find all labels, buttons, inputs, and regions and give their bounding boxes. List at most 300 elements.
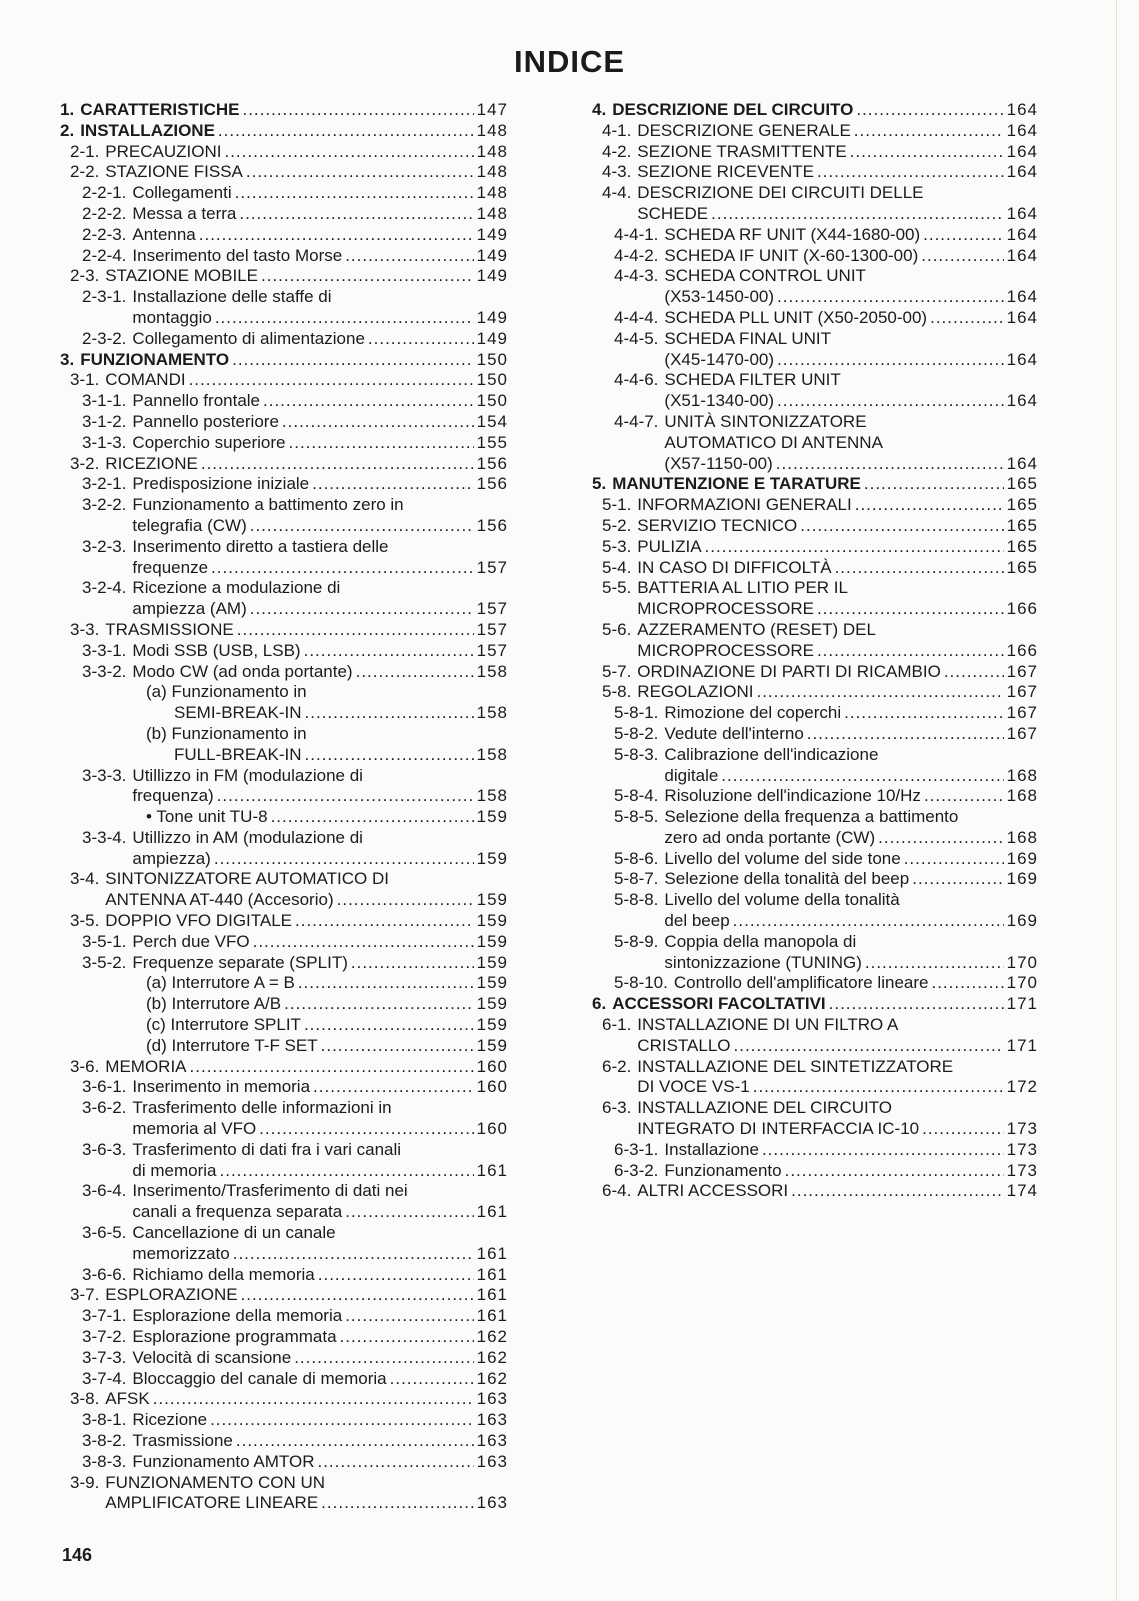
toc-leader-dots (807, 724, 1004, 745)
toc-entry-number: 3-2-2. (82, 495, 127, 515)
toc-entry (592, 745, 1038, 766)
toc-leader-dots (921, 246, 1003, 267)
toc-entry (60, 1285, 508, 1306)
toc-entry-page: 167 (1006, 682, 1038, 702)
toc-entry (60, 1389, 508, 1410)
toc-chapter (60, 100, 508, 121)
toc-entry-number: 2-2-1. (82, 183, 127, 203)
toc-entry-number: 6-3-1. (614, 1139, 659, 1159)
toc-entry-number: 5-5. (602, 578, 632, 598)
toc-entry (592, 1161, 1038, 1182)
page-title: INDICE (513, 44, 626, 79)
toc-entry (60, 641, 508, 662)
toc-entry-label: CRISTALLO (637, 1035, 731, 1055)
toc-entry-number: 3-6-1. (82, 1077, 127, 1097)
toc-entry-label: INSTALLAZIONE DEL CIRCUITO (637, 1098, 893, 1118)
toc-entry-page: 161 (476, 1160, 508, 1180)
toc-entry-page: 148 (476, 183, 508, 203)
toc-entry-page: 164 (1006, 120, 1038, 140)
toc-entry-number: 4-2. (602, 141, 632, 161)
toc-entry-page: 174 (1006, 1181, 1038, 1201)
toc-entry-page: 160 (476, 1119, 508, 1139)
toc-entry-label: FUNZIONAMENTO CON UN (105, 1472, 326, 1492)
toc-entry-number: 3-6-6. (82, 1264, 127, 1284)
toc-entry (60, 786, 508, 807)
toc-entry-page: 156 (476, 515, 508, 535)
toc-entry-label: AFSK (105, 1389, 150, 1409)
toc-entry-label: Installazione delle staffe di (132, 287, 332, 307)
toc-leader-dots (190, 1057, 474, 1078)
toc-entry (592, 1181, 1038, 1202)
toc-entry-page: 149 (476, 307, 508, 327)
toc-leader-dots (904, 849, 1004, 870)
toc-entry-number: 5-3. (602, 536, 632, 556)
toc-entry (60, 225, 508, 246)
toc-entry (592, 370, 1038, 391)
toc-entry-label: Predisposizione iniziale (132, 474, 310, 494)
toc-entry-page: 167 (1006, 723, 1038, 743)
toc-leader-dots (878, 828, 1003, 849)
toc-entry-page: 147 (476, 100, 508, 119)
toc-entry (592, 973, 1038, 994)
toc-entry-label: MANUTENZIONE E TARATURE (612, 474, 861, 494)
toc-leader-dots (242, 100, 473, 121)
toc-entry-label: INSTALLAZIONE (80, 120, 215, 140)
toc-leader-dots (756, 682, 1003, 703)
toc-entry-page: 158 (476, 786, 508, 806)
toc-entry-label: Richiamo della memoria (132, 1264, 315, 1284)
toc-entry-page: 159 (476, 931, 508, 951)
toc-entry (60, 1327, 508, 1348)
toc-entry-label: AMPLIFICATORE LINEARE (105, 1493, 319, 1513)
toc-entry-label: Selezione della frequenza a battimento (664, 807, 959, 827)
toc-entry-number: 3-3-4. (82, 827, 127, 847)
toc-entry-number: 3-8-2. (82, 1431, 127, 1450)
toc-entry-page: 159 (476, 890, 508, 910)
toc-entry-label: STAZIONE FISSA (105, 162, 243, 182)
toc-leader-dots (865, 953, 1004, 974)
toc-entry-label: BATTERIA AL LITIO PER IL (637, 578, 848, 598)
toc-entry-page: 150 (476, 349, 508, 369)
toc-entry (592, 1057, 1038, 1078)
toc-entry-page: 172 (1006, 1077, 1038, 1097)
toc-entry-label: Funzionamento AMTOR (132, 1451, 315, 1471)
toc-entry-number: 2-2-4. (82, 245, 127, 265)
toc-leader-dots (233, 1244, 474, 1265)
toc-entry-number: 3-8. (70, 1389, 100, 1409)
toc-entry-number: 3-7-1. (82, 1306, 127, 1326)
toc-leader-dots (817, 641, 1004, 662)
toc-entry-number: 4-4. (602, 183, 632, 203)
toc-leader-dots (153, 1389, 474, 1410)
toc-entry (592, 412, 1038, 433)
toc-entry-page: 165 (1006, 515, 1038, 535)
toc-entry (60, 329, 508, 350)
toc-entry-number: 5-8-5. (614, 807, 659, 827)
toc-entry-number: 3-3-1. (82, 640, 127, 660)
toc-entry-number: 4. (592, 100, 607, 119)
toc-entry-page: 165 (1006, 495, 1038, 515)
toc-leader-dots (345, 1202, 473, 1223)
toc-leader-dots (356, 662, 474, 683)
toc-leader-dots (237, 620, 474, 641)
toc-entry-number: 2-1. (70, 141, 100, 161)
toc-entry (592, 1077, 1038, 1098)
toc-leader-dots (931, 973, 1003, 994)
toc-entry-label: SCHEDA RF UNIT (X44-1680-00) (664, 224, 921, 244)
toc-entry-number: 3-2-4. (82, 578, 127, 598)
toc-entry-label: (a) Funzionamento in (146, 682, 307, 702)
toc-leader-dots (321, 1493, 473, 1514)
toc-entry-number: 3-9. (70, 1472, 100, 1492)
toc-entry-page: 157 (476, 557, 508, 577)
toc-entry-page: 165 (1006, 536, 1038, 556)
toc-entry-label: SERVIZIO TECNICO (637, 515, 798, 535)
toc-entry-page: 157 (476, 599, 508, 619)
toc-entry-label: Trasferimento delle informazioni in (132, 1098, 392, 1118)
toc-leader-dots (263, 391, 474, 412)
toc-entry-page: 161 (476, 1264, 508, 1284)
toc-entry (592, 266, 1038, 287)
toc-leader-dots (295, 911, 474, 932)
toc-leader-dots (271, 807, 474, 828)
toc-entry-number: 4-4-3. (614, 266, 659, 286)
toc-entry (592, 1140, 1038, 1161)
toc-entry (60, 682, 508, 703)
toc-entry-number: 6-1. (602, 1015, 632, 1035)
toc-entry (592, 1119, 1038, 1140)
toc-entry (60, 1161, 508, 1182)
toc-leader-dots (239, 204, 473, 225)
toc-entry-label: MEMORIA (105, 1056, 187, 1076)
toc-entry-page: 157 (476, 640, 508, 660)
toc-entry-page: 159 (476, 807, 508, 827)
toc-entry (60, 308, 508, 329)
toc-entry-label: Risoluzione dell'indicazione 10/Hz (664, 786, 921, 806)
toc-entry (60, 1077, 508, 1098)
toc-entry (60, 1265, 508, 1286)
toc-entry-page: 170 (1006, 973, 1038, 993)
toc-entry (592, 682, 1038, 703)
toc-entry-page: 161 (476, 1202, 508, 1222)
toc-leader-dots (259, 1119, 473, 1140)
toc-entry (592, 890, 1038, 911)
toc-entry (60, 246, 508, 267)
toc-entry-label: Inserimento/Trasferimento di dati nei (132, 1181, 408, 1201)
toc-leader-dots (734, 1036, 1004, 1057)
toc-entry-page: 160 (476, 1056, 508, 1076)
toc-entry (60, 558, 508, 579)
toc-entry-number: 2-2-3. (82, 224, 127, 244)
toc-leader-dots (294, 1348, 473, 1369)
toc-entry (60, 890, 508, 911)
toc-entry-page: 173 (1006, 1119, 1038, 1139)
toc-leader-dots (850, 142, 1004, 163)
toc-leader-dots (855, 495, 1004, 516)
toc-entry-page: 148 (476, 141, 508, 161)
toc-entry (60, 412, 508, 433)
toc-entry (592, 932, 1038, 953)
toc-entry-page: 164 (1006, 203, 1038, 223)
toc-entry (60, 994, 508, 1015)
toc-entry-number: 5. (592, 474, 607, 494)
toc-entry-label: frequenza) (132, 786, 214, 806)
toc-entry (592, 620, 1038, 641)
toc-entry (592, 225, 1038, 246)
toc-entry-page: 171 (1006, 994, 1038, 1014)
toc-entry-page: 168 (1006, 827, 1038, 847)
toc-entry-page: 169 (1006, 869, 1038, 889)
toc-entry (60, 142, 508, 163)
toc-entry-label: Controllo dell'amplificatore lineare (673, 973, 929, 993)
toc-entry-label: (a) Interrutore A = B (146, 973, 295, 993)
toc-leader-dots (944, 662, 1004, 683)
toc-entry-page: 149 (476, 266, 508, 286)
toc-leader-dots (733, 911, 1004, 932)
toc-entry-number: 6-4. (602, 1181, 632, 1201)
toc-entry-label: SCHEDA IF UNIT (X-60-1300-00) (664, 245, 919, 265)
toc-entry-label: INTEGRATO DI INTERFACCIA IC-10 (637, 1119, 920, 1139)
toc-entry-number: 5-8-9. (614, 931, 659, 951)
toc-entry (592, 142, 1038, 163)
toc-entry (60, 1119, 508, 1140)
toc-leader-dots (912, 869, 1003, 890)
toc-leader-dots (777, 350, 1004, 371)
toc-entry-number: 4-4-7. (614, 411, 659, 431)
toc-entry (592, 516, 1038, 537)
toc-entry (60, 1493, 508, 1514)
toc-entry-page: 163 (476, 1493, 508, 1513)
toc-entry (60, 183, 508, 204)
toc-entry-label: canali a frequenza separata (132, 1202, 343, 1222)
toc-entry-label: Collegamento di alimentazione (132, 328, 365, 348)
toc-entry-label: Bloccaggio del canale di memoria (132, 1368, 387, 1388)
toc-entry-page: 164 (1006, 162, 1038, 182)
toc-leader-dots (304, 641, 474, 662)
toc-entry-page: 163 (476, 1389, 508, 1409)
toc-entry-label: PULIZIA (637, 536, 702, 556)
toc-entry-page: 149 (476, 224, 508, 244)
scan-edge (1116, 0, 1117, 1601)
toc-entry-page: 162 (476, 1347, 508, 1367)
toc-entry (60, 433, 508, 454)
toc-entry-label: (d) Interrutore T-F SET (146, 1035, 318, 1055)
toc-entry-number: 3-2. (70, 453, 100, 473)
toc-entry (592, 558, 1038, 579)
toc-entry-page: 170 (1006, 952, 1038, 972)
toc-entry-page: 159 (476, 952, 508, 972)
toc-entry-page: 158 (476, 661, 508, 681)
toc-leader-dots (232, 350, 474, 371)
toc-leader-dots (930, 308, 1004, 329)
toc-leader-dots (189, 370, 474, 391)
toc-entry-label: SEMI-BREAK-IN (174, 703, 302, 723)
toc-entry-label: zero ad onda portante (CW) (664, 827, 876, 847)
toc-entry-number: 2-3-2. (82, 328, 127, 348)
toc-entry (592, 454, 1038, 475)
toc-entry (60, 807, 508, 828)
toc-entry (60, 1015, 508, 1036)
toc-entry (60, 1057, 508, 1078)
toc-entry-number: 5-8. (602, 682, 632, 702)
toc-entry-number: 1. (60, 100, 75, 119)
toc-entry-page: 163 (476, 1410, 508, 1430)
toc-entry-label: INSTALLAZIONE DI UN FILTRO A (637, 1015, 899, 1035)
toc-leader-dots (762, 1140, 1004, 1161)
toc-entry-label: telegrafia (CW) (132, 515, 247, 535)
toc-leader-dots (282, 412, 474, 433)
toc-entry-number: 6-3. (602, 1098, 632, 1118)
toc-entry-page: 164 (1006, 100, 1038, 119)
toc-entry (592, 391, 1038, 412)
toc-entry-label: (b) Funzionamento in (146, 723, 307, 743)
toc-entry (60, 1306, 508, 1327)
toc-entry-label: Selezione della tonalità del beep (664, 869, 910, 889)
toc-entry-number: 3-7-4. (82, 1368, 127, 1388)
toc-entry (592, 641, 1038, 662)
toc-entry-page: 171 (1006, 1035, 1038, 1055)
toc-entry-label: AUTOMATICO DI ANTENNA (664, 432, 883, 452)
toc-entry (60, 162, 508, 183)
toc-entry-label: (X57-1150-00) (664, 453, 773, 473)
toc-entry-page: 164 (1006, 453, 1038, 473)
toc-entry-label: Rimozione del coperchi (664, 703, 842, 723)
toc-entry-label: Coperchio superiore (132, 432, 286, 452)
toc-entry-page: 164 (1006, 349, 1038, 369)
toc-entry-number: 2-2. (70, 162, 100, 182)
toc-entry-number: 3-4. (70, 869, 100, 889)
toc-entry-label: Trasferimento di dati fra i vari canali (132, 1139, 402, 1159)
toc-leader-dots (345, 246, 473, 267)
toc-entry-label: Cancellazione di un canale (132, 1223, 336, 1243)
toc-leader-dots (305, 745, 474, 766)
toc-entry (60, 370, 508, 391)
toc-entry-page: 173 (1006, 1139, 1038, 1159)
toc-entry-label: di memoria (132, 1160, 217, 1180)
toc-left-column (60, 100, 508, 1514)
toc-entry-label: Installazione (664, 1139, 759, 1159)
toc-entry-label: digitale (664, 765, 719, 785)
toc-leader-dots (305, 703, 474, 724)
toc-entry (60, 1244, 508, 1265)
toc-entry-label: SCHEDA CONTROL UNIT (664, 266, 866, 286)
toc-entry-number: 5-8-10. (614, 973, 668, 993)
toc-entry-label: REGOLAZIONI (637, 682, 754, 702)
toc-entry (592, 1015, 1038, 1036)
toc-entry (60, 391, 508, 412)
toc-entry-page: 157 (476, 619, 508, 639)
toc-leader-dots (201, 454, 474, 475)
toc-entry (592, 786, 1038, 807)
toc-entry-label: Utillizzo in FM (modulazione di (132, 765, 363, 785)
toc-entry-page: 154 (476, 411, 508, 431)
toc-leader-dots (298, 973, 474, 994)
toc-entry-number: 3-6-4. (82, 1181, 127, 1201)
toc-entry-label: (X51-1340-00) (664, 391, 775, 411)
toc-entry (592, 662, 1038, 683)
toc-leader-dots (351, 953, 474, 974)
toc-entry-page: 148 (476, 203, 508, 223)
toc-entry (592, 121, 1038, 142)
toc-entry (60, 1369, 508, 1390)
toc-chapter (592, 474, 1038, 495)
page-number: 146 (62, 1545, 93, 1565)
toc-entry-number: 3-3. (70, 619, 100, 639)
toc-entry-number: 6-2. (602, 1056, 632, 1076)
toc-entry (592, 204, 1038, 225)
toc-entry-page: 164 (1006, 245, 1038, 265)
toc-entry-label: Calibrazione dell'indicazione (664, 744, 879, 764)
toc-entry-number: 3-8-1. (82, 1410, 127, 1430)
toc-entry-page: 159 (476, 1015, 508, 1035)
toc-entry (592, 329, 1038, 350)
toc-entry-page: 169 (1006, 848, 1038, 868)
toc-entry-page: 156 (476, 474, 508, 494)
toc-entry (60, 703, 508, 724)
toc-entry (60, 828, 508, 849)
toc-entry-number: 3-6-3. (82, 1139, 127, 1159)
toc-entry-number: 5-6. (602, 619, 632, 639)
toc-leader-dots (924, 786, 1004, 807)
toc-entry (60, 1348, 508, 1369)
toc-entry-label: ALTRI ACCESSORI (637, 1181, 789, 1201)
toc-entry-label: SCHEDA PLL UNIT (X50-2050-00) (664, 307, 928, 327)
toc-entry-number: 4-4-2. (614, 245, 659, 265)
toc-entry (592, 246, 1038, 267)
toc-leader-dots (220, 1161, 474, 1182)
toc-entry-label: SCHEDA FILTER UNIT (664, 370, 841, 390)
toc-entry-label: Funzionamento (664, 1160, 782, 1180)
toc-entry-number: 3-5. (70, 911, 100, 931)
toc-entry-page: 159 (476, 848, 508, 868)
toc-entry-label: IN CASO DI DIFFICOLTÀ (637, 557, 832, 577)
toc-entry-label: DESCRIZIONE GENERALE (637, 120, 851, 140)
toc-entry-number: 3-7-2. (82, 1327, 127, 1347)
toc-entry-label: Modo CW (ad onda portante) (132, 661, 353, 681)
toc-entry-number: 3-8-3. (82, 1451, 127, 1471)
toc-entry-label: TRASMISSIONE (105, 619, 234, 639)
toc-entry-number: 5-1. (602, 495, 632, 515)
toc-entry-page: 149 (476, 245, 508, 265)
toc-entry (60, 537, 508, 558)
toc-entry (60, 578, 508, 599)
toc-entry-label: SEZIONE RICEVENTE (637, 162, 814, 182)
toc-leader-dots (721, 766, 1003, 787)
toc-entry (60, 1431, 508, 1452)
toc-leader-dots (777, 287, 1004, 308)
toc-entry-number: 5-2. (602, 515, 632, 535)
toc-entry (592, 350, 1038, 371)
toc-leader-dots (785, 1161, 1004, 1182)
toc-entry-label: (X45-1470-00) (664, 349, 775, 369)
toc-entry (60, 454, 508, 475)
toc-entry (592, 1098, 1038, 1119)
toc-entry (592, 953, 1038, 974)
toc-entry-page: 167 (1006, 703, 1038, 723)
toc-entry-number: 3-6. (70, 1056, 100, 1076)
toc-leader-dots (241, 1285, 474, 1306)
toc-leader-dots (214, 849, 474, 870)
toc-leader-dots (844, 703, 1004, 724)
toc-entry-label: ACCESSORI FACOLTATIVI (612, 994, 826, 1014)
toc-entry (60, 869, 508, 890)
toc-entry-page: 160 (476, 1077, 508, 1097)
toc-entry-label: del beep (664, 911, 730, 931)
toc-entry-page: 155 (476, 432, 508, 452)
toc-leader-dots (261, 266, 474, 287)
toc-entry-label: ampiezza) (132, 848, 211, 868)
toc-entry (592, 578, 1038, 599)
